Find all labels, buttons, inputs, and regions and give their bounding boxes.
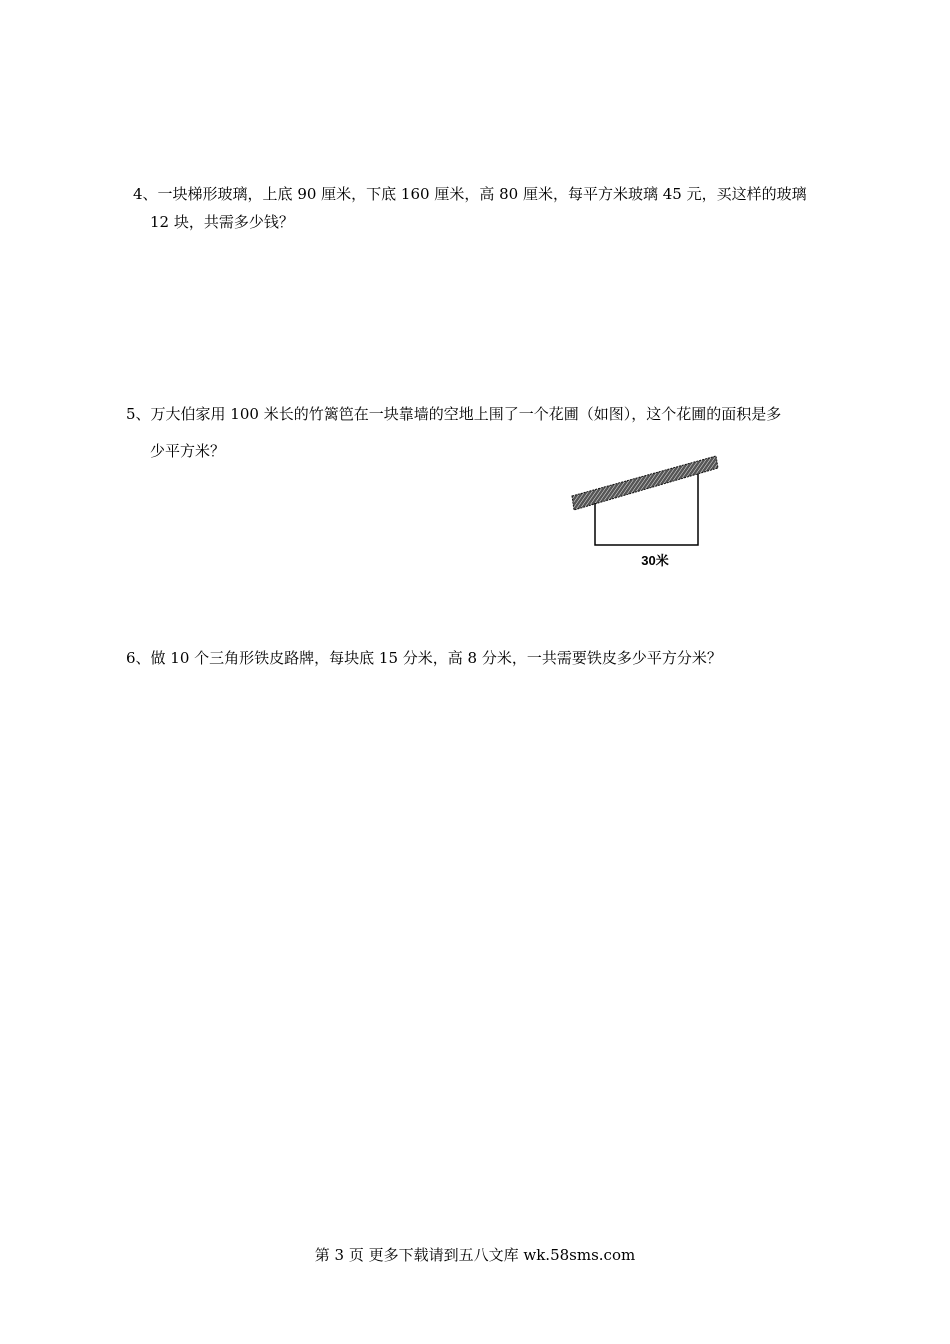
dimension-label: 30米 — [641, 553, 669, 568]
question-4-text: 4、一块梯形玻璃，上底 90 厘米，下底 160 厘米，高 80 厘米，每平方米玻璃 45 元，买这样的玻璃 — [133, 185, 807, 203]
question-6-text: 6、做 10 个三角形铁皮路牌，每块底 15 分米，高 8 分米，一共需要铁皮多少平方分米？ — [126, 649, 722, 667]
wall-shape — [572, 456, 718, 510]
garden-figure — [566, 450, 726, 580]
page-footer: 第 3 页 更多下载请到五八文库 wk.58sms.com — [314, 1246, 636, 1264]
question-5-text: 5、万大伯家用 100 米长的竹篱笆在一块靠墙的空地上围了一个花圃（如图），这个花圃的面积是多 — [126, 405, 782, 423]
question-5-text-continued: 少平方米？ — [150, 442, 226, 460]
question-4-text-continued: 12 块，共需多少钱？ — [150, 213, 294, 231]
